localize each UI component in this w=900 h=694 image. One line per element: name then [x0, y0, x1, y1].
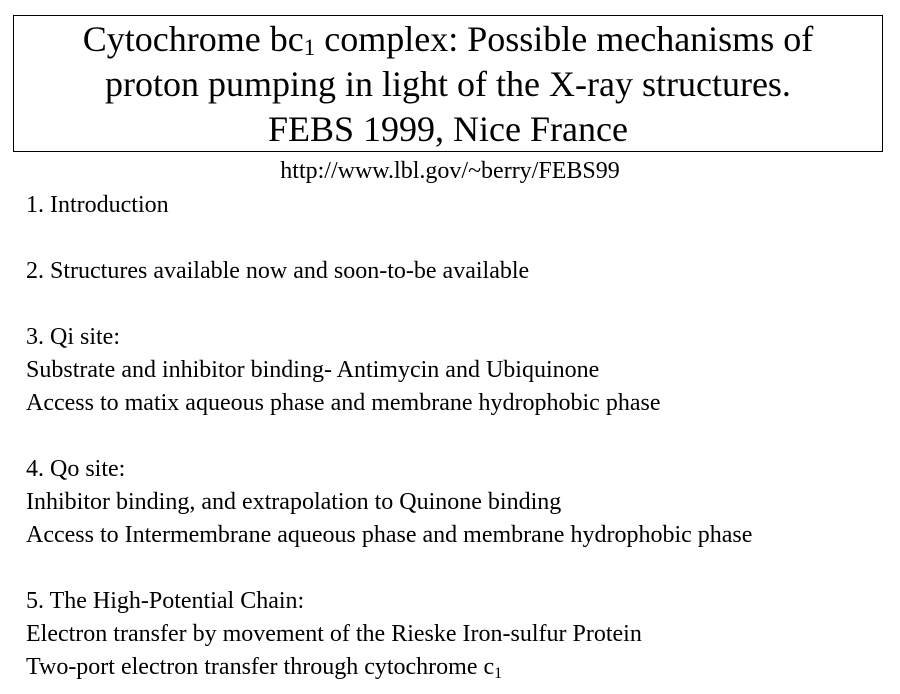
title-line-2: proton pumping in light of the X-ray structures. — [105, 64, 791, 104]
title-line-1-text: Cytochrome bc — [82, 19, 304, 59]
spacer — [26, 552, 896, 585]
section-3-line-2: Access to matix aqueous phase and membrane hydrophobic phase — [26, 390, 661, 416]
section-3-heading: 3. Qi site: — [26, 324, 120, 350]
section-5-subscript: 1 — [494, 665, 503, 682]
url-text: http://www.lbl.gov/~berry/FEBS99 — [280, 158, 620, 184]
spacer — [26, 222, 896, 255]
section-5-line-1: Electron transfer by movement of the Rieske Iron-sulfur Protein — [26, 621, 642, 647]
title-box — [13, 15, 883, 152]
section-5-line-2 — [26, 651, 896, 684]
section-5-heading: 5. The High-Potential Chain: — [26, 588, 305, 614]
section-4-line-2: Access to Intermembrane aqueous phase and membrane hydrophobic phase — [26, 522, 753, 548]
section-3-line-1: Substrate and inhibitor binding- Antimycin and Ubiquinone — [26, 357, 600, 383]
section-4-heading: 4. Qo site: — [26, 456, 126, 482]
section-2-heading: 2. Structures available now and soon-to-be available — [26, 258, 530, 284]
section-4-line-1: Inhibitor binding, and extrapolation to Quinone binding — [26, 489, 562, 515]
section-5-line-2-text: Two-port electron transfer through cytochrome c — [26, 654, 495, 680]
title-subscript: 1 — [303, 35, 316, 60]
section-1-heading: 1. Introduction — [26, 192, 169, 218]
spacer — [26, 420, 896, 453]
title-line-1 — [14, 17, 882, 62]
outline — [26, 189, 896, 684]
title-line-3: FEBS 1999, Nice France — [268, 109, 628, 149]
title-line-1-rest: complex: Possible mechanisms of — [315, 19, 814, 59]
spacer — [26, 288, 896, 321]
